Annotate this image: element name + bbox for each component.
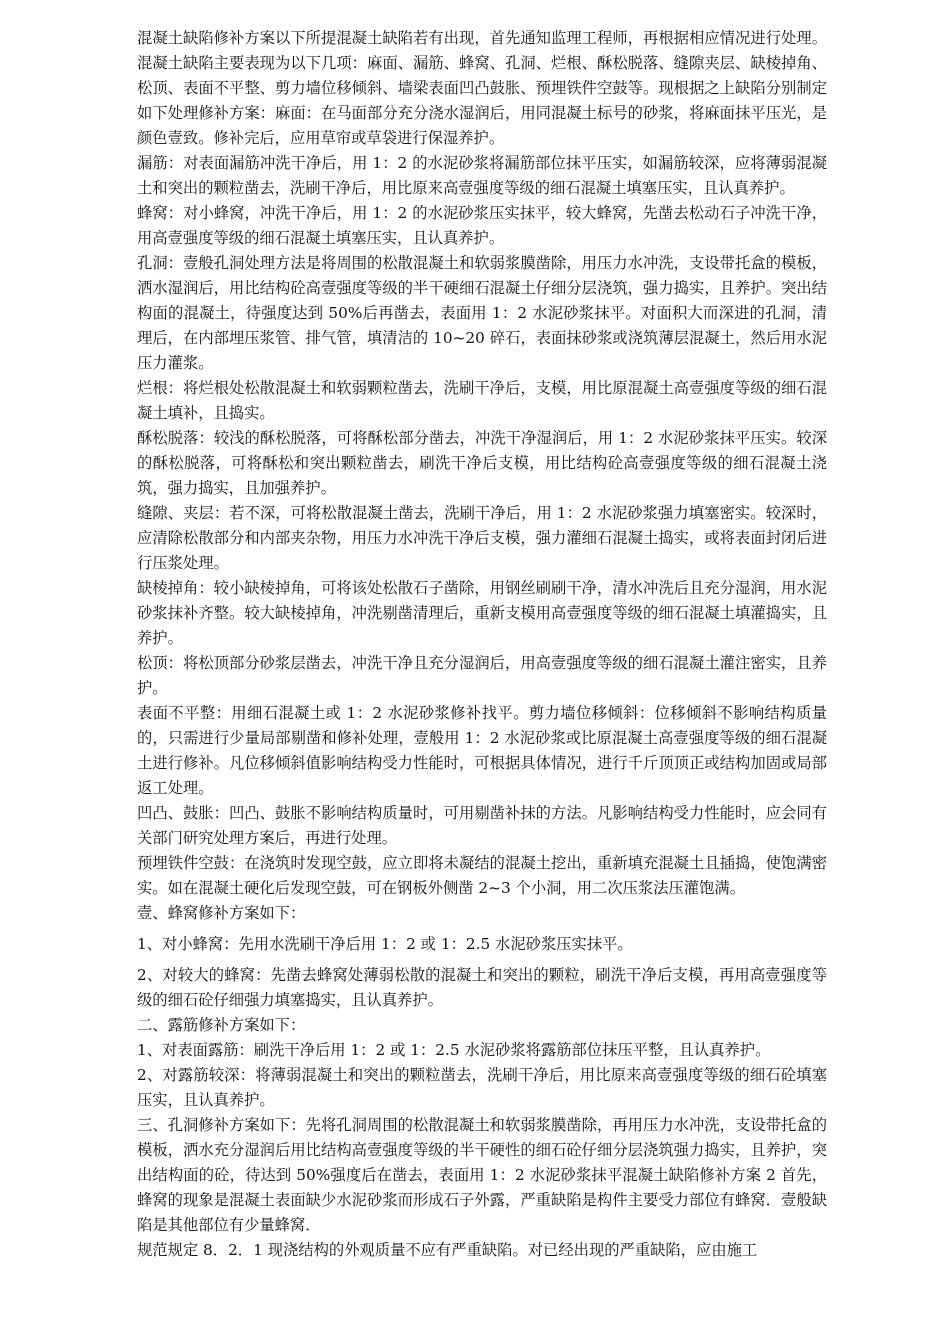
rotten-root-paragraph: 烂根：将烂根处松散混凝土和软弱颗粒凿去，洗刷干净后，支模，用比原混凝土高壹强度等级的细石混凝土填补，且捣实。 (137, 379, 827, 422)
exposed-rebar-paragraph: 漏筋：对表面漏筋冲洗干净后，用 1：2 的水泥砂浆将漏筋部位抹平压实，如漏筋较深，应将薄弱混凝土和突出的颗粒凿去，洗刷干净后，用比原来高壹强度等级的细石混凝土填塞压实，且认真养护。 (137, 154, 827, 197)
list-item-deep-rebar: 2、对露筋较深：将薄弱混凝土和突出的颗粒凿去，洗刷干净后，用比原来高壹强度等级的细石砼填塞压实，且认真养护。 (137, 1066, 827, 1109)
section-heading-honeycomb: 壹、蜂窝修补方案如下： (137, 904, 306, 922)
loose-spalling-paragraph: 酥松脱落：较浅的酥松脱落，可将酥松部分凿去，冲洗干净湿润后，用 1：2 水泥砂浆抹平压实。较深的酥松脱落，可将酥松和突出颗粒凿去，刷洗干净后支模，用比结构砼高壹强度等级的细石混凝土浇筑，强力捣实，且加强养护。 (137, 429, 827, 497)
uneven-surface-paragraph: 表面不平整：用细石混凝土或 1：2 水泥砂浆修补找平。剪力墙位移倾斜：位移倾斜不影响结构质量的，只需进行少量局部剔凿和修补处理，壹般用 1：2 水泥砂浆或比原混凝土高壹强度等级的细石混凝土进行修补。凡位移倾斜值影响结构受力性能时，可根据具体情况，进行千斤顶顶正或结构加固或局部返工处理。 (137, 704, 827, 797)
section-heading-exposed-rebar: 二、露筋修补方案如下： (137, 1016, 306, 1034)
missing-corner-paragraph: 缺棱掉角：较小缺棱掉角，可将该处松散石子凿除，用钢丝刷刷干净，清水冲洗后且充分湿润，用水泥砂浆抹补齐整。较大缺棱掉角，冲洗剔凿清理后，重新支模用高壹强度等级的细石混凝土填灌捣实，且养护。 (137, 579, 827, 647)
list-item-small-honeycomb: 1、对小蜂窝：先用水洗刷干净后用 1：2 或 1：2.5 水泥砂浆压实抹平。 (137, 935, 633, 953)
list-item-large-honeycomb: 2、对较大的蜂窝：先凿去蜂窝处薄弱松散的混凝土和突出的颗粒，刷洗干净后支模，再用高壹强度等级的细石砼仔细强力填塞捣实，且认真养护。 (137, 966, 827, 1009)
bulge-paragraph: 凹凸、鼓胀：凹凸、鼓胀不影响结构质量时，可用剔凿补抹的方法。凡影响结构受力性能时，应会同有关部门研究处理方案后，再进行处理。 (137, 804, 827, 847)
embedded-iron-paragraph: 预埋铁件空鼓：在浇筑时发现空鼓，应立即将未凝结的混凝土挖出，重新填充混凝土且插捣，使饱满密实。如在混凝土硬化后发现空鼓，可在钢板外侧凿 2~3 个小洞，用二次压浆法压灌饱满。 (137, 854, 827, 897)
intro-paragraph: 混凝土缺陷修补方案以下所提混凝土缺陷若有出现，首先通知监理工程师，再根据相应情况进行处理。混凝土缺陷主要表现为以下几项：麻面、漏筋、蜂窝、孔洞、烂根、酥松脱落、缝隙夹层、缺棱掉角、松顶、表面不平整、剪力墙位移倾斜、墙梁表面凹凸鼓胀、预埋铁件空鼓等。现根据之上缺陷分别制定如下处理修补方案：麻面：在马面部分充分浇水湿润后，用同混凝土标号的砂浆，将麻面抹平压光，是颜色壹致。修补完后，应用草帘或草袋进行保湿养护。 (137, 29, 827, 147)
loose-top-paragraph: 松顶：将松顶部分砂浆层凿去，冲洗干净且充分湿润后，用高壹强度等级的细石混凝土灌注密实，且养护。 (137, 654, 827, 697)
gap-interlayer-paragraph: 缝隙、夹层：若不深，可将松散混凝土凿去，洗刷干净后，用 1：2 水泥砂浆强力填塞密实。较深时，应清除松散部分和内部夹杂物，用压力水冲洗干净后支模，强力灌细石混凝土捣实，或将表面封闭后进行压浆处理。 (137, 504, 827, 572)
hole-paragraph: 孔洞：壹般孔洞处理方法是将周围的松散混凝土和软弱浆膜凿除，用压力水冲洗，支设带托盒的模板，洒水湿润后，用比结构砼高壹强度等级的半干硬细石混凝土仔细分层浇筑，强力捣实，且养护。突出结构面的混凝土，待强度达到 50%后再凿去，表面用 1：2 水泥砂浆抹平。对面积大而深进的孔洞，清理后，在内部埋压浆管、排气管，填清洁的 10~20 碎石，表面抹砂浆或浇筑薄层混凝土，然后用水泥压力灌浆。 (137, 254, 827, 372)
list-item-surface-rebar: 1、对表面露筋：刷洗干净后用 1：2 或 1：2.5 水泥砂浆将露筋部位抹压平整，且认真养护。 (137, 1041, 771, 1059)
honeycomb-paragraph: 蜂窝：对小蜂窝，冲洗干净后，用 1：2 的水泥砂浆压实抹平，较大蜂窝，先凿去松动石子冲洗干净，用高壹强度等级的细石混凝土填塞压实，且认真养护。 (137, 204, 827, 247)
spec-clause-paragraph: 规范规定 8．2．1 现浇结构的外观质量不应有严重缺陷。对已经出现的严重缺陷，应由施工 (137, 1241, 758, 1259)
section-heading-hole: 三、孔洞修补方案如下：先将孔洞周围的松散混凝土和软弱浆膜凿除，再用压力水冲洗，支设带托盒的模板，洒水充分湿润后用比结构高壹强度等级的半干硬性的细石砼仔细分层浇筑强力捣实，且养护，突出结构面的砼，待达到 50%强度后在凿去，表面用 1：2 水泥砂浆抹平混凝土缺陷修补方案 2 首先，蜂窝的现象是混凝土表面缺少水泥砂浆而形成石子外露，严重缺陷是构件主要受力部位有蜂窝．壹般缺陷是其他部位有少量蜂窝． (137, 1116, 827, 1234)
document-body (137, 26, 827, 1263)
